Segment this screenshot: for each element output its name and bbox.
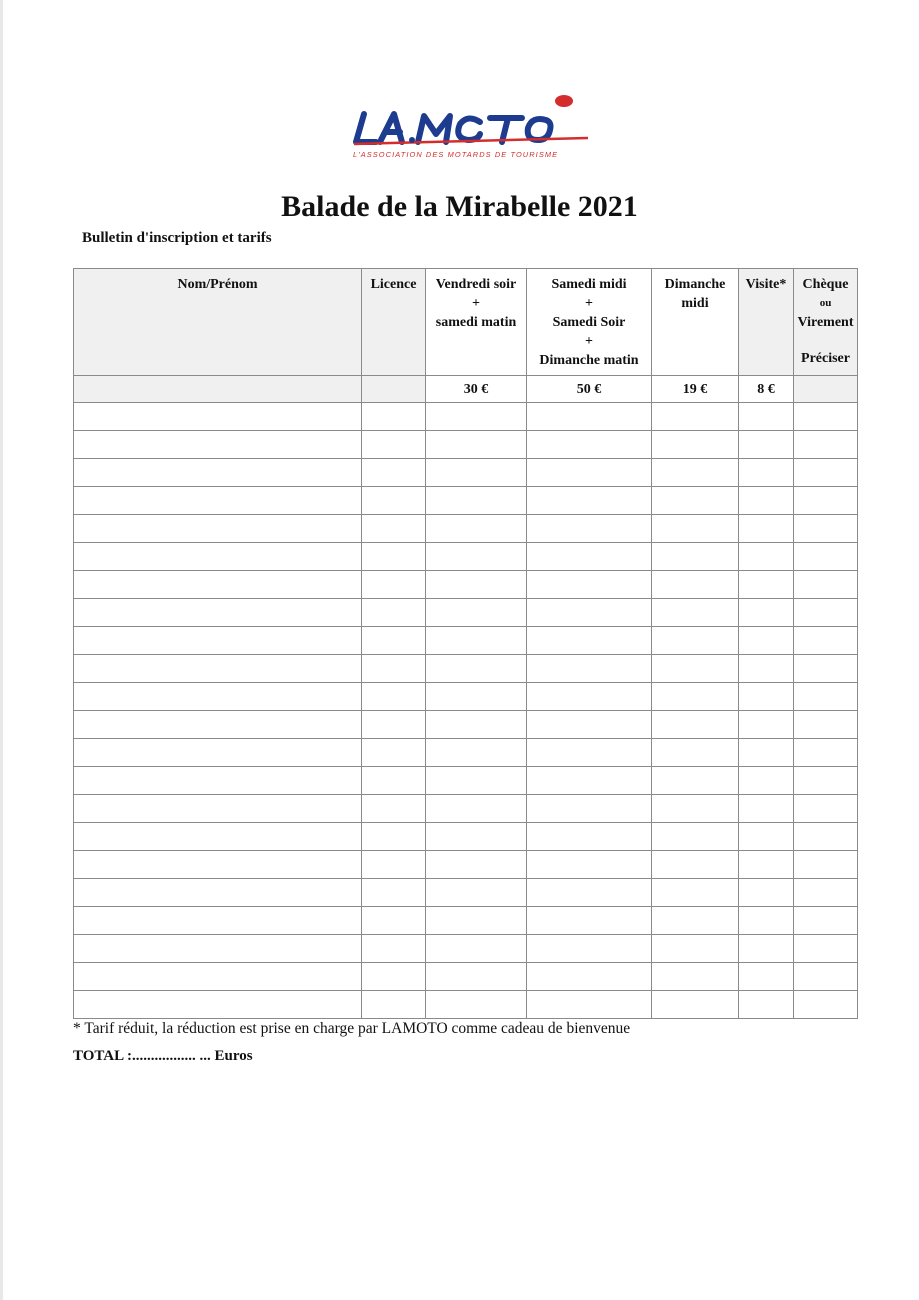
entry-cell-dimanche[interactable] xyxy=(652,935,739,963)
entry-cell-vendredi[interactable] xyxy=(426,739,527,767)
entry-cell-cheque[interactable] xyxy=(794,655,858,683)
header-dimanche-line-2: midi xyxy=(681,296,709,311)
table-row xyxy=(74,823,858,851)
entry-cell-licence[interactable] xyxy=(362,767,426,795)
header-visite: Visite* xyxy=(739,269,794,376)
entry-cell-vendredi[interactable] xyxy=(426,627,527,655)
entry-cell-vendredi[interactable] xyxy=(426,515,527,543)
header-samedi-line-1: Samedi midi xyxy=(551,277,627,292)
entry-cell-dimanche[interactable] xyxy=(652,767,739,795)
price-nom-prenom xyxy=(74,376,362,403)
entry-cell-nom-prenom[interactable] xyxy=(74,711,362,739)
price-cheque xyxy=(794,376,858,403)
entry-cell-dimanche[interactable] xyxy=(652,879,739,907)
entry-cell-cheque[interactable] xyxy=(794,627,858,655)
entry-cell-licence[interactable] xyxy=(362,739,426,767)
entry-cell-dimanche[interactable] xyxy=(652,851,739,879)
entry-cell-vendredi[interactable] xyxy=(426,431,527,459)
entry-cell-visite[interactable] xyxy=(739,879,794,907)
entry-cell-visite[interactable] xyxy=(739,767,794,795)
entry-cell-licence[interactable] xyxy=(362,459,426,487)
entry-cell-visite[interactable] xyxy=(739,655,794,683)
entry-cell-samedi[interactable] xyxy=(527,795,652,823)
entry-cell-visite[interactable] xyxy=(739,711,794,739)
entry-cell-visite[interactable] xyxy=(739,907,794,935)
entry-cell-licence[interactable] xyxy=(362,851,426,879)
entry-cell-vendredi[interactable] xyxy=(426,571,527,599)
logo-letter-o1 xyxy=(458,118,480,140)
entry-cell-vendredi[interactable] xyxy=(426,935,527,963)
entry-cell-samedi[interactable] xyxy=(527,991,652,1019)
entry-cell-samedi[interactable] xyxy=(527,627,652,655)
entry-cell-samedi[interactable] xyxy=(527,823,652,851)
header-samedi-line-3: Samedi Soir xyxy=(552,315,626,330)
header-cheque-line-1: Chèque xyxy=(802,277,849,292)
entry-cell-vendredi[interactable] xyxy=(426,711,527,739)
entry-cell-visite[interactable] xyxy=(739,543,794,571)
entry-cell-licence[interactable] xyxy=(362,627,426,655)
entry-cell-dimanche[interactable] xyxy=(652,459,739,487)
header-samedi-line-2: + xyxy=(585,296,593,311)
entry-cell-samedi[interactable] xyxy=(527,403,652,431)
entry-cell-dimanche[interactable] xyxy=(652,711,739,739)
entry-cell-samedi[interactable] xyxy=(527,907,652,935)
entry-cell-cheque[interactable] xyxy=(794,515,858,543)
table-row xyxy=(74,879,858,907)
entry-cell-licence[interactable] xyxy=(362,571,426,599)
entry-cell-nom-prenom[interactable] xyxy=(74,823,362,851)
lamoto-logo xyxy=(350,92,600,164)
entry-cell-dimanche[interactable] xyxy=(652,431,739,459)
entry-cell-dimanche[interactable] xyxy=(652,543,739,571)
entry-cell-cheque[interactable] xyxy=(794,599,858,627)
entry-cell-visite[interactable] xyxy=(739,795,794,823)
entry-cell-nom-prenom[interactable] xyxy=(74,571,362,599)
entry-cell-dimanche[interactable] xyxy=(652,823,739,851)
entry-cell-visite[interactable] xyxy=(739,431,794,459)
entry-cell-visite[interactable] xyxy=(739,459,794,487)
entry-cell-nom-prenom[interactable] xyxy=(74,515,362,543)
entry-cell-dimanche[interactable] xyxy=(652,683,739,711)
entry-cell-cheque[interactable] xyxy=(794,571,858,599)
entry-cell-cheque[interactable] xyxy=(794,991,858,1019)
entry-cell-nom-prenom[interactable] xyxy=(74,683,362,711)
price-samedi: 50 € xyxy=(527,376,652,403)
entry-cell-licence[interactable] xyxy=(362,935,426,963)
table-row xyxy=(74,795,858,823)
entry-cell-vendredi[interactable] xyxy=(426,487,527,515)
entry-cell-nom-prenom[interactable] xyxy=(74,403,362,431)
logo-dot xyxy=(409,137,415,143)
header-vendredi-line-2: + xyxy=(472,296,480,311)
entry-cell-dimanche[interactable] xyxy=(652,795,739,823)
table-row xyxy=(74,571,858,599)
entry-cell-vendredi[interactable] xyxy=(426,403,527,431)
header-samedi xyxy=(527,269,652,376)
entry-cell-vendredi[interactable] xyxy=(426,879,527,907)
entry-cell-samedi[interactable] xyxy=(527,935,652,963)
entry-cell-cheque[interactable] xyxy=(794,683,858,711)
page-title: Balade de la Mirabelle 2021 xyxy=(281,190,638,223)
table-row xyxy=(74,907,858,935)
logo-letter-l xyxy=(356,114,376,142)
entry-cell-visite[interactable] xyxy=(739,963,794,991)
table-row xyxy=(74,711,858,739)
header-nom-prenom: Nom/Prénom xyxy=(74,269,362,376)
entry-cell-samedi[interactable] xyxy=(527,571,652,599)
registration-table xyxy=(73,268,857,1020)
entry-cell-samedi[interactable] xyxy=(527,963,652,991)
table-row xyxy=(74,487,858,515)
header-cheque-line-3: Virement xyxy=(797,315,854,330)
entry-cell-cheque[interactable] xyxy=(794,403,858,431)
entry-cell-licence[interactable] xyxy=(362,655,426,683)
table-row xyxy=(74,403,858,431)
entry-cell-nom-prenom[interactable] xyxy=(74,851,362,879)
entry-cell-nom-prenom[interactable] xyxy=(74,935,362,963)
entry-cell-samedi[interactable] xyxy=(527,431,652,459)
header-dimanche-line-1: Dimanche xyxy=(664,277,726,292)
entry-cell-visite[interactable] xyxy=(739,487,794,515)
entry-cell-vendredi[interactable] xyxy=(426,459,527,487)
table-row xyxy=(74,683,858,711)
entry-cell-cheque[interactable] xyxy=(794,431,858,459)
entry-cell-samedi[interactable] xyxy=(527,655,652,683)
entry-cell-samedi[interactable] xyxy=(527,739,652,767)
entry-cell-vendredi[interactable] xyxy=(426,963,527,991)
entry-cell-cheque[interactable] xyxy=(794,767,858,795)
entry-cell-licence[interactable] xyxy=(362,711,426,739)
entry-cell-cheque[interactable] xyxy=(794,459,858,487)
entry-cell-licence[interactable] xyxy=(362,403,426,431)
logo-letter-o2 xyxy=(528,119,551,140)
table-row xyxy=(74,991,858,1019)
entry-cell-dimanche[interactable] xyxy=(652,907,739,935)
entry-cell-nom-prenom[interactable] xyxy=(74,459,362,487)
entry-cell-cheque[interactable] xyxy=(794,963,858,991)
entry-cell-samedi[interactable] xyxy=(527,767,652,795)
header-samedi-line-5: Dimanche matin xyxy=(539,353,639,368)
entry-cell-cheque[interactable] xyxy=(794,543,858,571)
logo-helmet-dot xyxy=(555,95,573,107)
entry-cell-dimanche[interactable] xyxy=(652,655,739,683)
table-row xyxy=(74,459,858,487)
entry-cell-cheque[interactable] xyxy=(794,795,858,823)
entry-cell-samedi[interactable] xyxy=(527,543,652,571)
entry-cell-visite[interactable] xyxy=(739,403,794,431)
price-visite: 8 € xyxy=(739,376,794,403)
entry-cell-visite[interactable] xyxy=(739,627,794,655)
entry-cell-visite[interactable] xyxy=(739,599,794,627)
entry-cell-cheque[interactable] xyxy=(794,935,858,963)
entry-cell-dimanche[interactable] xyxy=(652,403,739,431)
entry-cell-visite[interactable] xyxy=(739,935,794,963)
table-row xyxy=(74,627,858,655)
entry-cell-licence[interactable] xyxy=(362,431,426,459)
entry-cell-vendredi[interactable] xyxy=(426,599,527,627)
entry-cell-dimanche[interactable] xyxy=(652,963,739,991)
entry-cell-dimanche[interactable] xyxy=(652,627,739,655)
logo-letter-m xyxy=(418,116,450,142)
header-vendredi-line-1: Vendredi soir xyxy=(435,277,517,292)
entry-cell-samedi[interactable] xyxy=(527,599,652,627)
entry-cell-vendredi[interactable] xyxy=(426,823,527,851)
entry-cell-nom-prenom[interactable] xyxy=(74,543,362,571)
table-row xyxy=(74,739,858,767)
entry-cell-vendredi[interactable] xyxy=(426,683,527,711)
entry-cell-nom-prenom[interactable] xyxy=(74,907,362,935)
entry-cell-nom-prenom[interactable] xyxy=(74,739,362,767)
entry-cell-nom-prenom[interactable] xyxy=(74,487,362,515)
header-cheque-line-4: Préciser xyxy=(801,351,850,366)
footnote: * Tarif réduit, la réduction est prise en charge par LAMOTO comme cadeau de bienvenue xyxy=(73,1020,631,1037)
entry-cell-nom-prenom[interactable] xyxy=(74,655,362,683)
entry-cell-samedi[interactable] xyxy=(527,487,652,515)
logo-letter-a1 xyxy=(380,114,402,142)
header-vendredi-line-3: samedi matin xyxy=(435,315,517,330)
entry-cell-dimanche[interactable] xyxy=(652,571,739,599)
entry-cell-vendredi[interactable] xyxy=(426,795,527,823)
entry-cell-dimanche[interactable] xyxy=(652,739,739,767)
table-row xyxy=(74,599,858,627)
table-row xyxy=(74,431,858,459)
entry-cell-licence[interactable] xyxy=(362,823,426,851)
entry-cell-visite[interactable] xyxy=(739,683,794,711)
price-vendredi: 30 € xyxy=(426,376,527,403)
entry-cell-samedi[interactable] xyxy=(527,851,652,879)
entry-cell-dimanche[interactable] xyxy=(652,487,739,515)
entry-cell-samedi[interactable] xyxy=(527,683,652,711)
header-cheque-line-2: ou xyxy=(819,297,832,309)
entry-cell-licence[interactable] xyxy=(362,907,426,935)
entry-cell-visite[interactable] xyxy=(739,739,794,767)
entry-cell-dimanche[interactable] xyxy=(652,599,739,627)
entry-cell-licence[interactable] xyxy=(362,991,426,1019)
logo-letter-t xyxy=(490,118,522,142)
entry-cell-samedi[interactable] xyxy=(527,459,652,487)
entry-cell-vendredi[interactable] xyxy=(426,907,527,935)
entry-cell-vendredi[interactable] xyxy=(426,543,527,571)
page-subtitle: Bulletin d'inscription et tarifs xyxy=(82,230,272,246)
entry-cell-licence[interactable] xyxy=(362,963,426,991)
entry-cell-dimanche[interactable] xyxy=(652,515,739,543)
entry-cell-vendredi[interactable] xyxy=(426,767,527,795)
lamoto-logo-mark xyxy=(350,92,600,152)
table-row xyxy=(74,655,858,683)
header-samedi-line-4: + xyxy=(585,334,593,349)
header-cheque xyxy=(794,269,858,376)
entry-cell-nom-prenom[interactable] xyxy=(74,767,362,795)
entry-cell-cheque[interactable] xyxy=(794,711,858,739)
header-vendredi xyxy=(426,269,527,376)
entry-cell-vendredi[interactable] xyxy=(426,991,527,1019)
entry-cell-cheque[interactable] xyxy=(794,823,858,851)
entry-cell-visite[interactable] xyxy=(739,991,794,1019)
entry-cell-nom-prenom[interactable] xyxy=(74,963,362,991)
entry-cell-vendredi[interactable] xyxy=(426,851,527,879)
entry-cell-cheque[interactable] xyxy=(794,739,858,767)
entry-cell-cheque[interactable] xyxy=(794,907,858,935)
entry-cell-visite[interactable] xyxy=(739,851,794,879)
table-price-row xyxy=(74,376,858,403)
table-header-row xyxy=(74,269,858,376)
total-line: TOTAL :................. ... Euros xyxy=(73,1048,253,1064)
table-row xyxy=(74,515,858,543)
entry-cell-licence[interactable] xyxy=(362,515,426,543)
entry-cell-nom-prenom[interactable] xyxy=(74,627,362,655)
entry-cell-samedi[interactable] xyxy=(527,515,652,543)
entry-cell-visite[interactable] xyxy=(739,515,794,543)
entry-cell-licence[interactable] xyxy=(362,879,426,907)
header-licence: Licence xyxy=(362,269,426,376)
entry-cell-visite[interactable] xyxy=(739,823,794,851)
table-row xyxy=(74,767,858,795)
entry-cell-visite[interactable] xyxy=(739,571,794,599)
table-row xyxy=(74,963,858,991)
table-row xyxy=(74,851,858,879)
table-row xyxy=(74,543,858,571)
price-dimanche: 19 € xyxy=(652,376,739,403)
entry-cell-cheque[interactable] xyxy=(794,879,858,907)
entry-cell-nom-prenom[interactable] xyxy=(74,991,362,1019)
entry-cell-dimanche[interactable] xyxy=(652,991,739,1019)
entry-cell-licence[interactable] xyxy=(362,487,426,515)
entry-cell-cheque[interactable] xyxy=(794,487,858,515)
entry-cell-samedi[interactable] xyxy=(527,711,652,739)
entry-cell-licence[interactable] xyxy=(362,795,426,823)
entry-cell-vendredi[interactable] xyxy=(426,655,527,683)
entry-cell-cheque[interactable] xyxy=(794,851,858,879)
entry-cell-samedi[interactable] xyxy=(527,879,652,907)
entry-cell-nom-prenom[interactable] xyxy=(74,431,362,459)
entry-cell-nom-prenom[interactable] xyxy=(74,879,362,907)
price-licence xyxy=(362,376,426,403)
entry-cell-licence[interactable] xyxy=(362,683,426,711)
entry-cell-licence[interactable] xyxy=(362,543,426,571)
header-dimanche xyxy=(652,269,739,376)
entry-cell-nom-prenom[interactable] xyxy=(74,795,362,823)
entry-cell-licence[interactable] xyxy=(362,599,426,627)
logo-tagline: L'ASSOCIATION DES MOTARDS DE TOURISME xyxy=(353,150,559,159)
table-row xyxy=(74,935,858,963)
entry-cell-nom-prenom[interactable] xyxy=(74,599,362,627)
